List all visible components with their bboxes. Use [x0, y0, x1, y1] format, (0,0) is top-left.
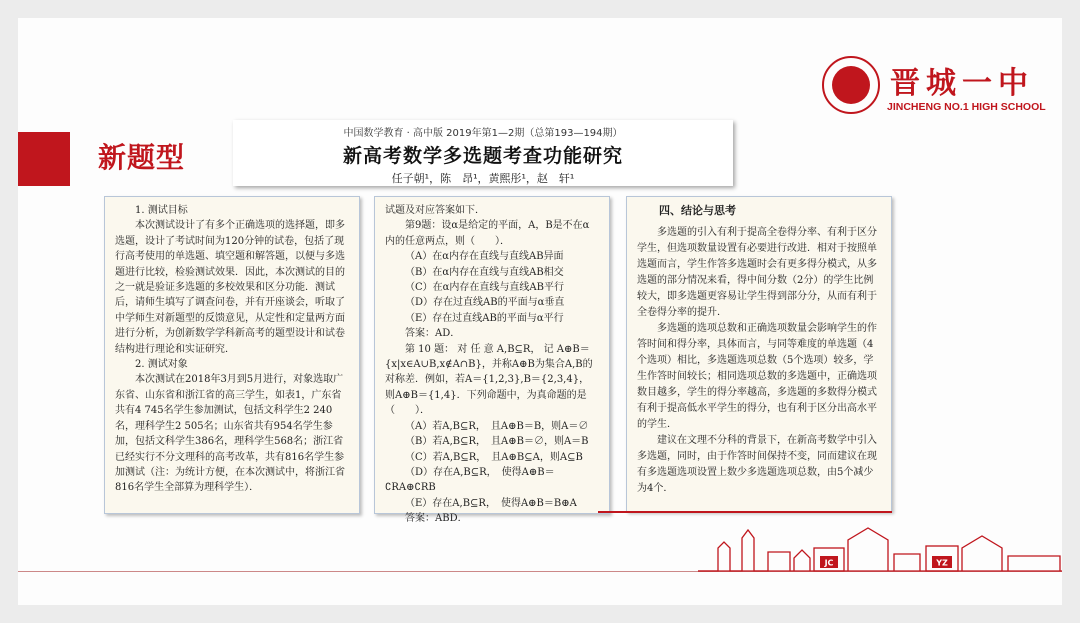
option: （B）在α内存在直线与直线AB相交: [405, 266, 564, 278]
paragraph: 试题及对应答案如下．: [385, 205, 485, 216]
slide: [18, 18, 1062, 605]
paragraph: 建议在文理不分科的背景下，在新高考数学中引入多选题，同时，由于作答时间保持不变，同而建议在现有多选题选项设置上数少多选题选项总数，由5个减少为4个．: [637, 435, 877, 494]
paper-title: 新高考数学多选题考查功能研究: [342, 145, 623, 167]
option: （E）存在A,B⊆R， 使得A⊕B＝B⊕A: [405, 497, 577, 509]
section-heading: 四、结论与思考: [659, 204, 736, 217]
answer: 答案：AD．: [405, 328, 461, 340]
excerpt-column-3: [626, 196, 892, 512]
option: （D）存在过直线AB的平面与α垂直: [405, 297, 565, 309]
answer: 答案：ABD．: [405, 513, 468, 525]
question-stem: 第9题：设α是给定的平面，A，B是不在α内的任意两点，则（ ）．: [385, 220, 590, 247]
slide-title: 新题型: [98, 141, 186, 174]
option: （B）若A,B⊆R， 且A⊕B＝∅，则A＝B: [405, 436, 589, 448]
paper-header: [233, 120, 733, 186]
title-accent-bar: [18, 132, 70, 186]
paper-authors: 任子朝¹，陈 昂¹，黄熙彤¹，赵 轩¹: [391, 172, 575, 185]
paragraph: 多选题的选项总数和正确选项数量会影响学生的作答时间和得分率，具体而言，与同等难度的单选题（4个选项）相比，多选题选项总数（5个选项）较多，学生作答时间较长；相同选项总数的多选题中，正确选项数目越多，学生的得分率越高，多选题的多数得分模式有利于提高低水平学生的得分，也有利于区分出高水平的学生．: [637, 323, 877, 430]
school-name-cn: 晋城一中: [890, 66, 1034, 101]
campus-skyline-icon: [698, 518, 1062, 572]
section-heading: 2. 测试对象: [135, 359, 188, 371]
paragraph: 本次测试在2018年3月到5月进行，对象选取广东省、山东省和浙江省的高三学生，如表1，广东省共有4 745名学生参加测试，包括文科学生2 240名，理科学生2 505名；山东省共有954名学生参加，包括文科学生386名，理科学生568名；浙江省已经实行不分文理科的高考改革，共有816名学生参加测试（注：为统计方便，在本次测试中，将浙江省816名学生全部算为理科学生）．: [115, 374, 345, 494]
paragraph: 多选题的引入有利于提高全卷得分率、有利于区分学生，但选项数量设置有必要进行改进．相对于按照单选题而言，学生作答多选题时会有更多得分模式，从多选题的部分情况来看，得中间分数（2分）的学生比例较大，即多选题更容易让学生得到部分分，从而有利于全卷得分率的提升．: [637, 227, 877, 318]
option: （D）存在A,B⊆R， 使得A⊕B＝∁RA⊕∁RB: [385, 466, 555, 494]
excerpt-column-2: [374, 196, 610, 525]
school-name-en: JINCHENG NO.1 HIGH SCHOOL: [887, 101, 1046, 113]
option: （A）若A,B⊆R， 且A⊕B＝B，则A＝∅: [405, 420, 589, 432]
section-heading: 1. 测试目标: [135, 205, 188, 216]
option: （E）存在过直线AB的平面与α平行: [405, 312, 564, 324]
excerpt-column-1: [104, 196, 360, 514]
paper-journal: 中国数学教育 · 高中版 2019年第1—2期（总第193—194期）: [343, 128, 623, 139]
option: （C）在α内存在直线与直线AB平行: [405, 282, 564, 294]
option: （C）若A,B⊆R， 且A⊕B⊆A，则A⊆B: [405, 451, 583, 463]
question-stem: 第 10 题： 对 任 意 A,B⊆R， 记 A⊕B＝{x|x∈A∪B,x∉A∩B}，并称A⊕B为集合A,B的对称差．例如，若A＝{1,2,3},B＝{2,3,4}，则A⊕B＝{1,4}．下列命题中，为真命题的是（ ）．: [385, 343, 593, 417]
footer-badge-yz: YZ: [936, 558, 948, 568]
option: （A）在α内存在直线与直线AB异面: [405, 251, 564, 263]
highlight-underline: [598, 511, 892, 513]
footer-badge-jc: JC: [824, 558, 834, 568]
paragraph: 本次测试设计了有多个正确选项的选择题，即多选题，设计了考试时间为120分钟的试卷，包括了现行高考使用的单选题、填空题和解答题，以便与多选题进行比较，检验测试效果．因此，本次测试的目的之一就是验证多选题的多校效果和区分功能．测试后，请师生填写了调查问卷，并有开座谈会，听取了中学师生对新题型的反馈意见，从定性和定量两方面进行分析，为创新数学学科新高考的题型设计和试卷结构进行理论和实证研究．: [115, 220, 345, 355]
school-emblem-icon: [822, 56, 880, 114]
